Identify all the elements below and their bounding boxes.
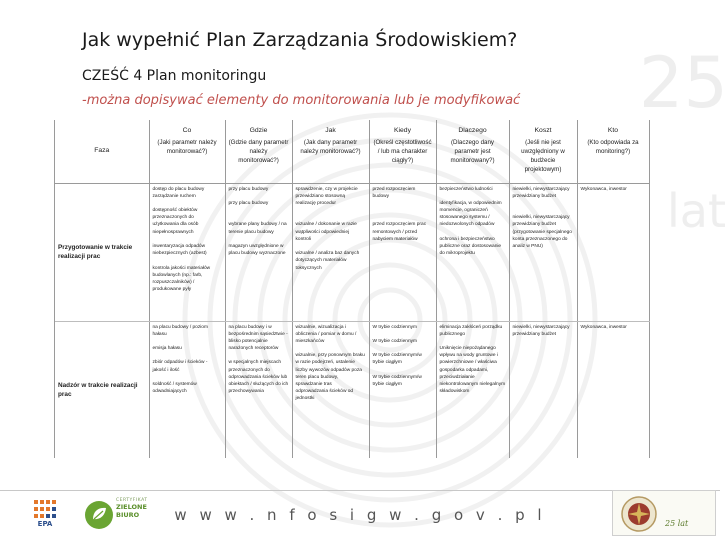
cell-co: na placu budowy / poziom hałasu emisja hałasu zbiór odpadów i ścieków - jakość i ilość soldność / systemów odwadniających xyxy=(149,321,225,458)
cell-kiedy: W trybie codziennym W trybie codziennym W trybie codziennym/w trybie ciągłym W trybie codziennym/w trybie ciągłym xyxy=(369,321,436,458)
header-koszt xyxy=(509,120,577,183)
slide-subtitle: CZEŚĆ 4 Plan monitoringu xyxy=(82,68,267,84)
table-row xyxy=(55,183,649,321)
header-dlaczego xyxy=(436,120,509,183)
cell-kiedy: przed rozpoczęciem budowy przed rozpoczęciem prac remontowych / przed nabyciem materiałów xyxy=(369,183,436,321)
zielone-biuro-line2: BIURO xyxy=(116,511,140,520)
background-watermark-text: lat xyxy=(666,184,726,238)
phase-label: Nadzór w trakcie realizacji prac xyxy=(55,321,149,458)
header-jak xyxy=(292,120,369,183)
cell-dlaczego: eliminacja zakłóceń porządku publicznego Uniknięcie niepożądanego wpływu na wody gruntowe i powierzchniowe / właściwa gospodarka odpadami, przeciwdziałanie niekontrolowanym nielegalnym składowiskom xyxy=(436,321,509,458)
cell-kto: Wykonawca, inwestor xyxy=(577,183,649,321)
monitoring-table xyxy=(55,120,650,458)
anniversary-emblem-icon xyxy=(617,494,661,534)
table-row xyxy=(55,321,649,458)
footer-website-url: w w w . n f o s i g w . g o v . p l xyxy=(174,506,546,524)
header-co-desc: (Jaki parametr należy monitorować?) xyxy=(157,138,217,155)
epa-logo-text: EPA xyxy=(37,520,53,528)
cell-kto: Wykonawca, inwestor xyxy=(577,321,649,458)
cell-gdzie: na placu budowy i w bezpośrednim sąsiedztwie - blisko potencjalnie narażonych receptorów w specjalnych miejscach przeznaczonych do odprowadzania ścieków lub obiektach / służących do ich przechowywania xyxy=(225,321,292,458)
cell-dlaczego: bezpieczeństwo ludności identyfikacja, w odpowiednim momencie, ograniczeń stosowanego systemu / niedozwolonych odpadów ochrona i bezpieczeństwo publiczne oraz dostosowanie do mikroprojektu xyxy=(436,183,509,321)
header-gdzie-name: Gdzie xyxy=(249,127,268,134)
header-co xyxy=(149,120,225,183)
header-koszt-desc: (Jeśli nie jest uwzględniony w budżecie projektowym) xyxy=(521,138,565,173)
cell-gdzie: przy placu budowy przy placu budowy wybrane plany budowy / na terenie placu budowy magazyn uwzględnione w placu budowy wyznaczone xyxy=(225,183,292,321)
slide-note: -można dopisywać elementy do monitorowania lub je modyfikować xyxy=(82,93,521,108)
cell-jak: wizualnie, wizualizacja i obliczenia / pomiar w domu / mieszkańców wizualnie, przy ponownym braku w razie podejrzeń, ustalenie liczby wywozów odpadów poza teren placu budowy, sprawdzanie tras odprowadzania ścieków od jednostki xyxy=(292,321,369,458)
cell-koszt: niewielki, niewystarczający przewidziany budżet xyxy=(509,321,577,458)
zielone-biuro-caption: CERTYFIKAT xyxy=(116,498,148,503)
anniversary-logo-text: 25 lat xyxy=(665,519,689,528)
monitoring-plan-table xyxy=(54,120,648,458)
header-faza-name: Faza xyxy=(94,147,110,155)
zielone-biuro-line1: ZIELONE xyxy=(116,503,147,511)
header-dlaczego-name: Dlaczego xyxy=(458,127,487,134)
cell-jak: sprawdzenie, czy w projekcie przewidziano stosowną realizację procedur wizualne / dokonanie w razie wątpliwości odpowiedniej kontroli wizualne / analiza baz danych dotyczących materiałów toksycznych xyxy=(292,183,369,321)
header-faza xyxy=(55,120,149,183)
slide-title: Jak wypełnić Plan Zarządzania Środowiskiem? xyxy=(82,29,518,51)
header-kiedy xyxy=(369,120,436,183)
header-kto xyxy=(577,120,649,183)
header-kto-desc: (Kto odpowiada za monitoring?) xyxy=(587,138,639,155)
header-kiedy-desc: (Określ częstotliwość / lub ma charakter ciągły?) xyxy=(373,138,432,164)
header-kiedy-name: Kiedy xyxy=(393,127,411,134)
header-koszt-name: Koszt xyxy=(534,127,552,134)
header-jak-name: Jak xyxy=(325,127,336,134)
anniversary-logo xyxy=(612,490,716,536)
header-co-name: Co xyxy=(182,127,192,134)
header-kto-name: Kto xyxy=(607,127,619,134)
table-header-row xyxy=(55,120,649,183)
cell-koszt: niewielki, niewystarczający przewidziany budżet niewielki, niewystarczający przewidziany budżet (przygotowanie specjalnego konta przeznaczonego do analiz w PNU) xyxy=(509,183,577,321)
header-gdzie-desc: (Gdzie dany parametr należy monitorować?) xyxy=(228,138,289,164)
header-jak-desc: (Jak dany parametr należy monitorować?) xyxy=(300,138,361,155)
background-watermark-number: 25 xyxy=(638,42,728,124)
cell-co: dostęp do placu budowy zarządzanie ruchem dostępność obiektów przeznaczonych do użytkowania dla osób niepełnosprawnych inwentaryzacja odpadów niebezpiecznych (azbest) kontrola jakości materiałów budowlanych (np.: farb, rozpuszczalników) / produkowane pyły xyxy=(149,183,225,321)
header-dlaczego-desc: (Dlaczego dany parametr jest monitorowany?) xyxy=(450,138,495,164)
header-gdzie xyxy=(225,120,292,183)
phase-label: Przygotowanie w trakcie realizacji prac xyxy=(55,183,149,321)
